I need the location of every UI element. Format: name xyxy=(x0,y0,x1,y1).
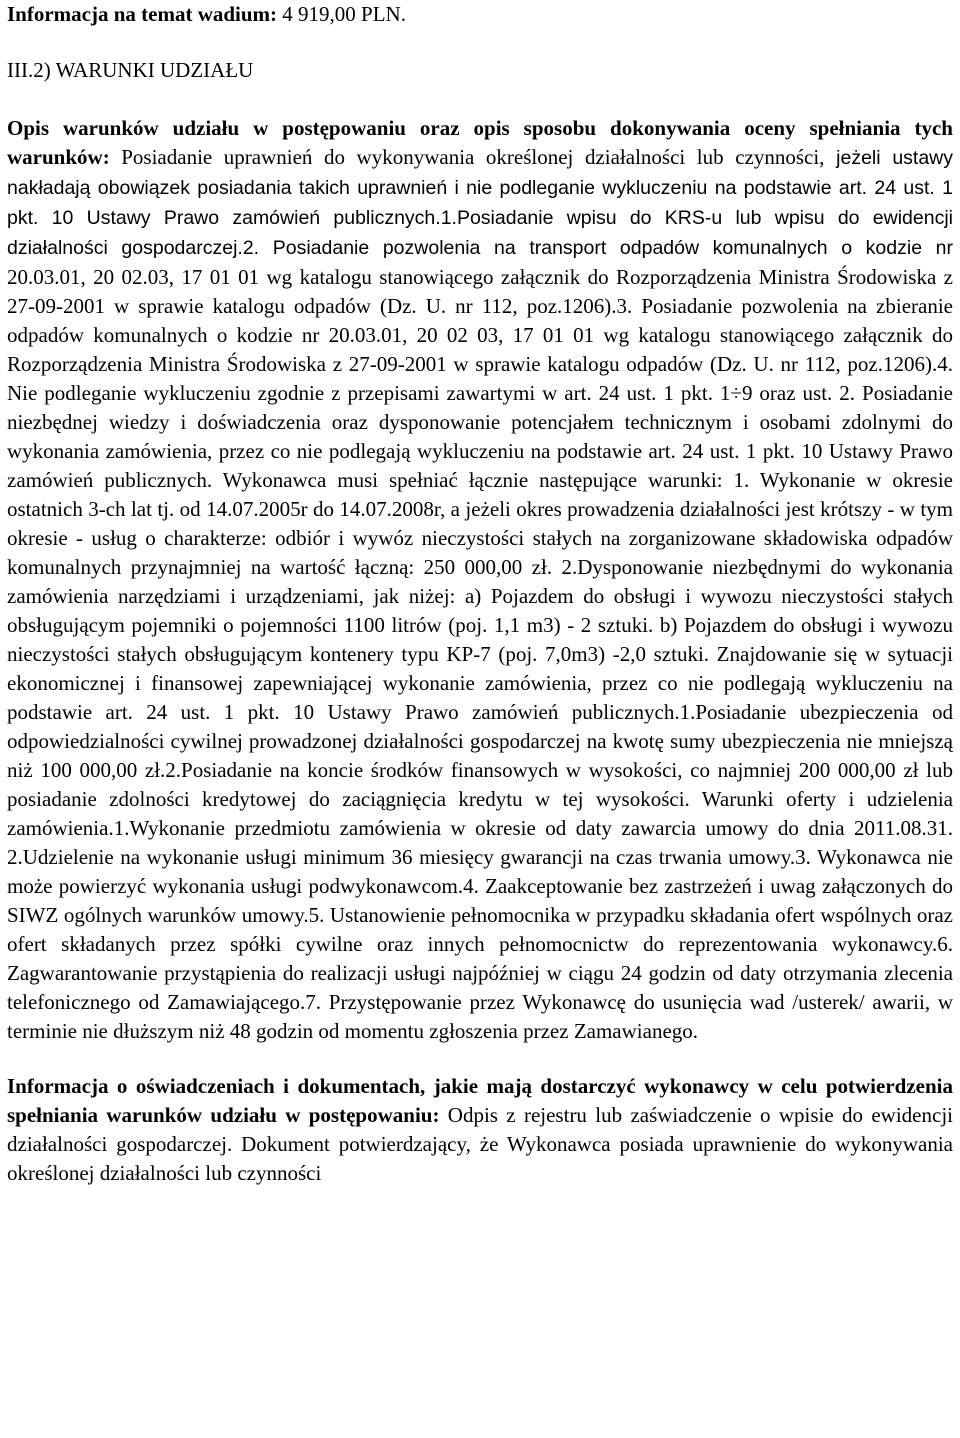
opis-label: Opis warunków udziału w postępowaniu oraz opis sposobu dokonywania oceny spełniania tych warunków: xyxy=(7,116,953,169)
oswiadczenia-body: Odpis z rejestru lub zaświadczenie o wpisie do ewidencji działalności gospodarczej. Dokument potwierdzający, że Wykonawca posiada uprawnienie do wykonywania określonej działalności lub czynności xyxy=(7,1103,953,1185)
document-page xyxy=(7,0,953,1188)
oswiadczenia-paragraph xyxy=(7,1072,953,1188)
opis-sans-part: jeżeli ustawy nakładają obowiązek posiadania takich uprawnień i nie podleganie wykluczeniu na podstawie art. 24 ust. 1 pkt. 10 Ustawy Prawo zamówień publicznych.1.Posiadanie wpisu do KRS-u lub wpisu do ewidencji działalności gospodarczej.2. Posiadanie pozwolenia na transport odpadów komunalnych o kodzie nr xyxy=(7,147,954,259)
wadium-paragraph xyxy=(7,0,953,29)
section-heading: III.2) WARUNKI UDZIAŁU xyxy=(7,58,254,82)
wadium-value: 4 919,00 PLN. xyxy=(277,2,406,26)
warunki-paragraph xyxy=(7,114,953,1046)
oswiadczenia-label: Informacja o oświadczeniach i dokumentach, jakie mają dostarczyć wykonawcy w celu potwierdzenia spełniania warunków udziału w postępowaniu: xyxy=(7,1074,953,1127)
opis-lead: Posiadanie uprawnień do wykonywania określonej działalności lub czynności, xyxy=(109,145,825,169)
opis-body: 20.03.01, 20 02.03, 17 01 01 wg katalogu stanowiącego załącznik do Rozporządzenia Ministra Środowiska z 27-09-2001 w sprawie katalogu odpadów (Dz. U. nr 112, poz.1206).3. Posiadanie pozwolenia na zbieranie odpadów komunalnych o kodzie nr 20.03.01, 20 02 03, 17 01 01 wg katalogu stanowiącego załącznik do Rozporządzenia Ministra Środowiska z 27-09-2001 w sprawie katalogu odpadów (Dz. U. nr 112, poz.1206).4. Nie podleganie wykluczeniu zgodnie z przepisami zawartymi w art. 24 ust. 1 pkt. 1÷9 oraz ust. 2. Posiadanie niezbędnej wiedzy i doświadczenia oraz dysponowanie potencjałem technicznym i osobami zdolnymi do wykonania zamówienia, przez co nie podlegają wykluczeniu na podstawie art. 24 ust. 1 pkt. 10 Ustawy Prawo zamówień publicznych. Wykonawca musi spełniać łącznie następujące warunki: 1. Wykonanie w okresie ostatnich 3-ch lat tj. od 14.07.2005r do 14.07.2008r, a jeżeli okres prowadzenia działalności jest krótszy - w tym okresie - usług o charakterze: odbiór i wywóz nieczystości stałych na zorganizowane składowiska odpadów komunalnych przynajmniej na wartość łączną: 250 000,00 zł. 2.Dysponowanie niezbędnymi do wykonania zamówienia narzędziami i urządzeniami, jak niżej: a) Pojazdem do obsługi i wywozu nieczystości stałych obsługującym pojemniki o pojemności 1100 litrów (poj. 1,1 m3) - 2 sztuki. b) Pojazdem do obsługi i wywozu nieczystości stałych obsługującym kontenery typu KP-7 (poj. 7,0m3) -2,0 sztuki. Znajdowanie się w sytuacji ekonomicznej i finansowej zapewniającej wykonanie zamówienia, przez co nie podlegają wykluczeniu na podstawie art. 24 ust. 1 pkt. 10 Ustawy Prawo zamówień publicznych.1.Posiadanie ubezpieczenia od odpowiedzialności cywilnej prowadzonej działalności gospodarczej na kwotę sumy ubezpieczenia nie mniejszą niż 100 000,00 zł.2.Posiadanie na koncie środków finansowych w wysokości, co najmniej 200 000,00 zł lub posiadanie zdolności kredytowej do zaciągnięcia kredytu w tej wysokości. Warunki oferty i udzielenia zamówienia.1.Wykonanie przedmiotu zamówienia w okresie od daty zawarcia umowy do dnia 2011.08.31. 2.Udzielenie na wykonanie usługi minimum 36 miesięcy gwarancji na czas trwania umowy.3. Wykonawca nie może powierzyć wykonania usługi podwykonawcom.4. Zaakceptowanie bez zastrzeżeń i uwag załączonych do SIWZ ogólnych warunków umowy.5. Ustanowienie pełnomocnika w przypadku składania ofert wspólnych oraz ofert składanych przez spółki cywilne oraz innych pełnomocnictw do reprezentowania wykonawcy.6. Zagwarantowanie przystąpienia do realizacji usługi najpóźniej w ciągu 24 godzin od daty otrzymania zlecenia telefonicznego od Zamawiającego.7. Przystępowanie przez Wykonawcę do usunięcia wad /usterek/ awarii, w terminie nie dłuższym niż 48 godzin od momentu zgłoszenia przez Zamawianego. xyxy=(7,265,953,1043)
wadium-label: Informacja na temat wadium: xyxy=(7,2,278,26)
